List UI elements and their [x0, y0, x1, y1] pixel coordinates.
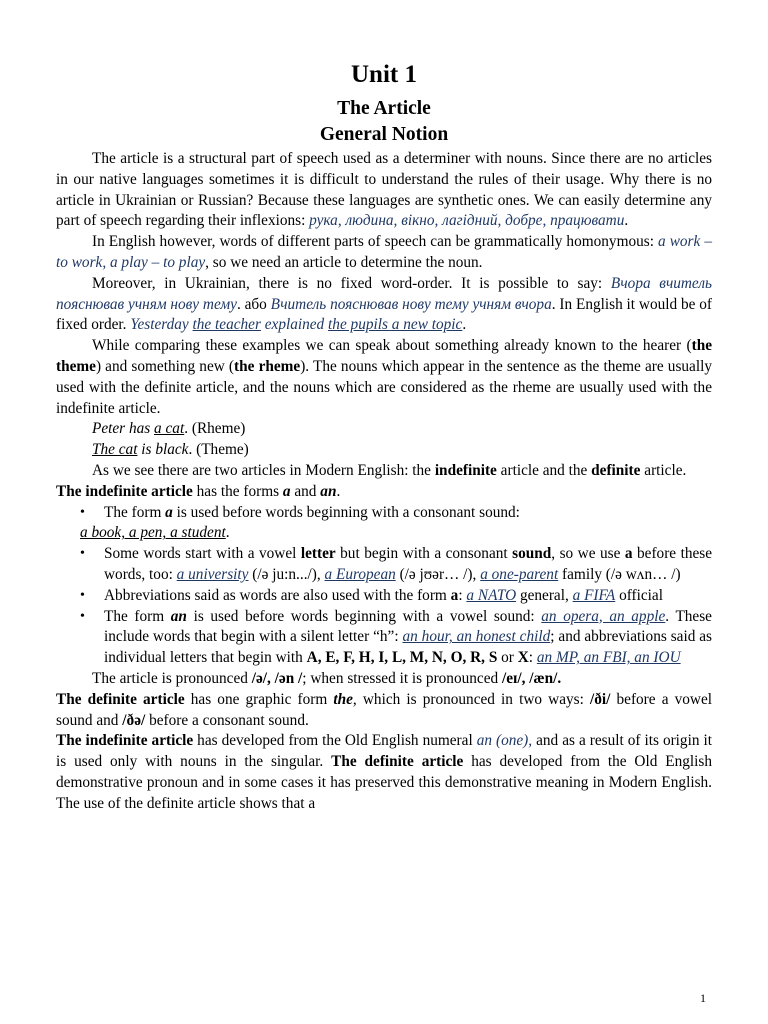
example-theme: The cat is black. (Theme): [92, 441, 249, 459]
paragraph-theme-rheme: While comparing these examples we can speak about something already known to the hearer (the theme) and something new (the rheme). The nouns which appear in the sentence as the theme are usually used with the definite article, and the nouns which are considered as the rheme are usually used with the indefinite article.: [56, 337, 712, 417]
example-consonant: a book, a pen, a student.: [80, 524, 230, 542]
subtitle-heading: General Notion: [319, 124, 449, 145]
paragraph-indefinite-forms: The indefinite article has the forms a and an.: [56, 482, 341, 500]
rules-list: [56, 503, 712, 524]
paragraph-intro: The article is a structural part of speech used as a determiner with nouns. Since there are no articles in our native languages sometimes it is difficult to understand the rules of their usage. Why there is no article in Ukrainian or Russian? Because these languages are synthetic ones. We can easily determine any part of speech regarding their inflexions: рука, людина, вікно, лагідний, добре, працювати.: [56, 150, 712, 230]
list-item: • Abbreviations said as words are also used with the form a: a NATO general, a FIFA official: [104, 586, 712, 607]
list-item: • The form an is used before words beginning with a vowel sound: an opera, an apple. These include words that begin with a silent letter “h”: an hour, an honest child; and abbreviations said as individual letters that begin with A, E, F, H, I, L, M, N, O, R, S or X: an MP, an FBI, an IOU: [104, 607, 712, 669]
paragraph-homonymy: In English however, words of different parts of speech can be grammatically homonymous: a work – to work, a play – to play, so we need an article to determine the noun.: [56, 233, 712, 271]
list-item: • Some words start with a vowel letter but begin with a consonant sound, so we use a before these words, too: a university (/ə ju:n.../), a European (/ə jʊər… /), a one-parent family (/ə wʌn… /): [104, 544, 712, 586]
unit-heading: Unit 1: [351, 61, 417, 88]
document-page: [56, 60, 712, 815]
list-item: • The form a is used before words beginning with a consonant sound:: [104, 503, 712, 524]
paragraph-word-order: Moreover, in Ukrainian, there is no fixed word-order. It is possible to say: Вчора вчитель пояснював учням нову тему. або Вчитель пояснював нову тему учням вчора. In English it would be of fixed order. Yesterday the teacher explained the pupils a new topic.: [56, 274, 712, 334]
page-number: 1: [700, 991, 706, 1005]
example-rheme: Peter has a cat. (Rheme): [92, 420, 246, 438]
paragraph-origin: The indefinite article has developed from the Old English numeral an (one), and as a result of its origin it is used only with nouns in the singular. The definite article has developed from the Old English demonstrative pronoun and in some cases it has preserved this demonstrative meaning in Modern English. The use of the definite article shows that a: [56, 732, 713, 812]
title-heading: The Article: [337, 98, 431, 119]
paragraph-two-articles: As we see there are two articles in Modern English: the indefinite article and the definite article.: [92, 461, 687, 479]
rules-list: [56, 544, 712, 669]
paragraph-definite-article: The definite article has one graphic form the, which is pronounced in two ways: /ði/ before a vowel sound and /ðə/ before a consonant sound.: [56, 690, 712, 729]
paragraph-pronunciation: The article is pronounced /ə/, /ən /; when stressed it is pronounced /eɪ/, /æn/.: [92, 669, 562, 687]
